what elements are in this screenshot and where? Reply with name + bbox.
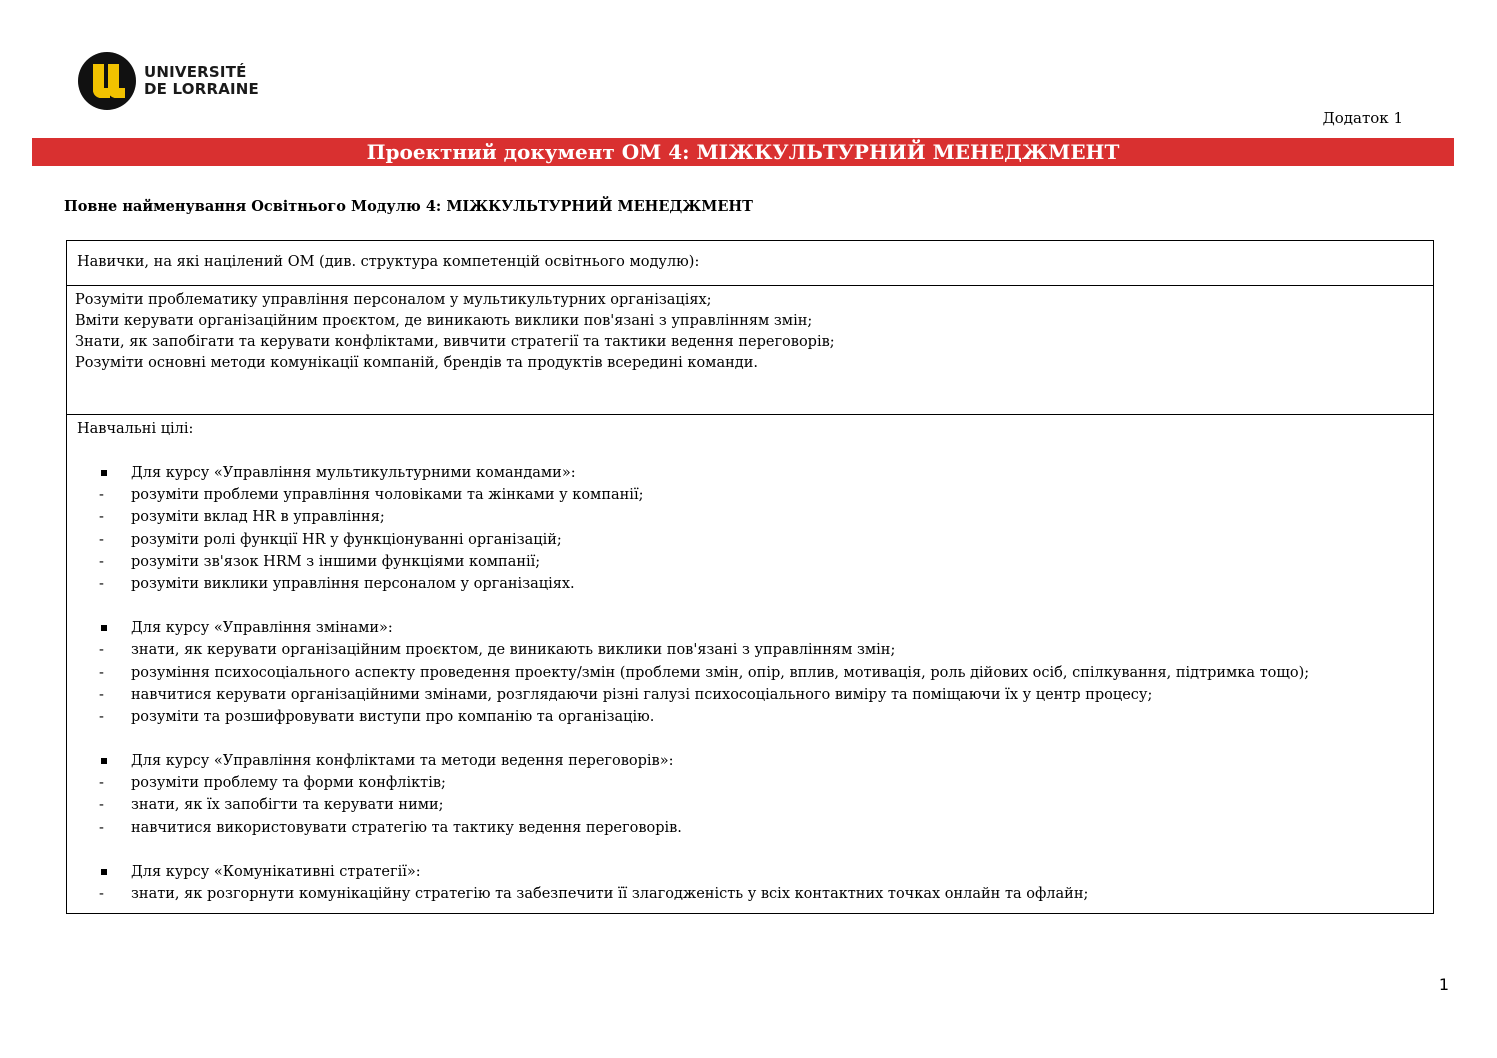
goal-item (77, 529, 1423, 551)
dash-bullet: - (99, 819, 104, 836)
course-block (77, 750, 1423, 839)
goal-item-text: розуміти та розшифровувати виступи про компанію та організацію. (131, 708, 655, 725)
dash-bullet: - (99, 797, 104, 814)
goal-item (77, 506, 1423, 528)
skill-item: Вміти керувати організаційним проєктом, де виникають виклики пов'язані з управлінням змін; (75, 313, 813, 329)
course-title (77, 750, 1423, 772)
course-block (77, 617, 1423, 728)
goal-item-text: розуміти проблему та форми конфліктів; (131, 775, 446, 792)
goal-item (77, 883, 1423, 905)
logo-line-1: UNIVERSITÉ (144, 63, 247, 81)
skill-item: Розуміти основні методи комунікації компаній, брендів та продуктів всередині команди. (75, 355, 758, 371)
course-title-text: Для курсу «Комунікативні стратегії»: (131, 863, 421, 880)
logo-text (144, 64, 259, 98)
dash-bullet: - (99, 642, 104, 659)
skill-item: Розуміти проблематику управління персоналом у мультикультурних організаціях; (75, 292, 712, 308)
course-title (77, 462, 1423, 484)
goal-item-text: розуміти ролі функції HR у функціонуванні організацій; (131, 531, 562, 548)
skill-item: Знати, як запобігати та керувати конфліктами, вивчити стратегії та тактики ведення переговорів; (75, 334, 835, 350)
goal-item (77, 662, 1423, 684)
logo-icon (78, 52, 136, 110)
square-bullet-icon (101, 470, 107, 476)
skills-header-row (67, 241, 1433, 286)
goal-item-text: розуміти виклики управління персоналом у організаціях. (131, 575, 575, 592)
goal-item (77, 551, 1423, 573)
dash-bullet: - (99, 575, 104, 592)
dash-bullet: - (99, 708, 104, 725)
goal-item (77, 639, 1423, 661)
course-title-text: Для курсу «Управління мультикультурними командами»: (131, 465, 576, 481)
course-block (77, 462, 1423, 595)
goal-item (77, 573, 1423, 595)
skills-row (67, 286, 1433, 415)
goal-item-text: розуміння психосоціального аспекту проведення проекту/змін (проблеми змін, опір, вплив, мотивація, роль дійових осіб, спілкування, підтримка тощо); (131, 664, 1310, 681)
dash-bullet: - (99, 886, 104, 902)
square-bullet-icon (101, 758, 107, 764)
dash-bullet: - (99, 664, 104, 681)
dash-bullet: - (99, 686, 104, 703)
learning-goals-header: Навчальні цілі: (77, 421, 194, 437)
university-logo (78, 52, 259, 110)
goal-item-text: розуміти проблеми управління чоловіками та жінками у компанії; (131, 487, 644, 504)
dash-bullet: - (99, 487, 104, 504)
learning-goals-row (67, 415, 1433, 905)
goal-item (77, 706, 1423, 728)
module-full-name: Повне найменування Освітнього Модулю 4: МІЖКУЛЬТУРНИЙ МЕНЕДЖМЕНТ (64, 198, 753, 215)
logo-line-2: DE LORRAINE (144, 80, 259, 98)
courses-list (77, 462, 1423, 905)
goal-item-text: розуміти вклад HR в управління; (131, 509, 385, 526)
course-block (77, 861, 1423, 905)
square-bullet-icon (101, 625, 107, 631)
goal-item-text: знати, як їх запобігти та керувати ними; (131, 797, 444, 814)
goal-item-text: навчитися використовувати стратегію та тактику ведення переговорів. (131, 819, 682, 836)
goal-item (77, 817, 1423, 839)
goal-item-text: розуміти зв'язок HRM з іншими функціями компанії; (131, 553, 541, 570)
appendix-label: Додаток 1 (1322, 109, 1403, 127)
module-table (66, 240, 1434, 914)
page-number: 1 (1438, 975, 1449, 994)
goal-item (77, 684, 1423, 706)
dash-bullet: - (99, 553, 104, 570)
skills-header: Навички, на які націлений ОМ (див. структура компетенцій освітнього модулю): (77, 254, 700, 270)
dash-bullet: - (99, 509, 104, 526)
goal-item (77, 484, 1423, 506)
goal-item-text: знати, як керувати організаційним проєктом, де виникають виклики пов'язані з управлінням змін; (131, 642, 896, 659)
document-title-banner: Проектний документ ОМ 4: МІЖКУЛЬТУРНИЙ МЕНЕДЖМЕНТ (32, 138, 1454, 166)
goal-item (77, 794, 1423, 816)
dash-bullet: - (99, 531, 104, 548)
course-title-text: Для курсу «Управління змінами»: (131, 620, 393, 637)
goal-item (77, 772, 1423, 794)
goal-item-text: знати, як розгорнути комунікаційну стратегію та забезпечити її злагодженість у всіх контактних точках онлайн та офлайн; (131, 886, 1089, 902)
course-title-text: Для курсу «Управління конфліктами та методи ведення переговорів»: (131, 753, 674, 770)
square-bullet-icon (101, 869, 107, 875)
dash-bullet: - (99, 775, 104, 792)
goal-item-text: навчитися керувати організаційними змінами, розглядаючи різні галузі психосоціального виміру та поміщаючи їх у центр процесу; (131, 686, 1153, 703)
course-title (77, 617, 1423, 639)
course-title (77, 861, 1423, 883)
